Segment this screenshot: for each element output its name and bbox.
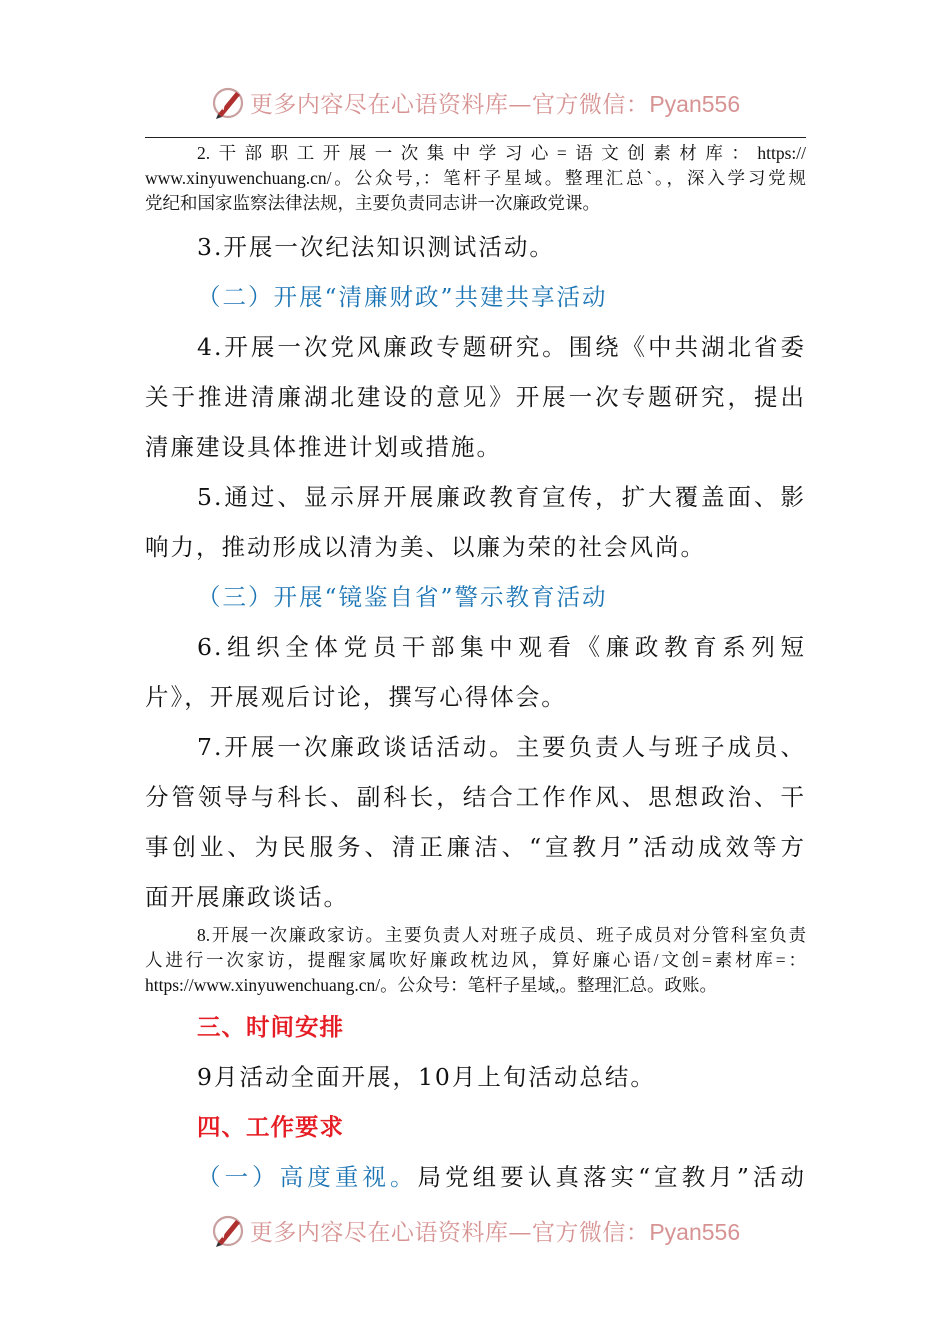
section-3-body: 9月活动全面开展，10月上旬活动总结。 (197, 1063, 656, 1091)
section-4-sub-text: 局党组要认真落实“宣教月”活动 (417, 1163, 807, 1191)
paragraph-5 (145, 472, 806, 572)
paragraph-8-line-1: 8.开展一次廉政家访。主要负责人对班子成员、班子成员对分管科室负责 (197, 925, 806, 945)
paragraph-8-line-2: 人进行一次家访，提醒家属吹好廉政枕边风，算好廉心语/文创=素材库=： (145, 950, 806, 970)
paragraph-2 (145, 141, 806, 216)
header-rule (145, 137, 806, 138)
paragraph-7-line-3: 事创业、为民服务、清正廉洁、“宣教月”活动成效等方 (145, 833, 806, 861)
section-4-title: 四、工作要求 (197, 1113, 344, 1141)
paragraph-4-line-3: 清廉建设具体推进计划或措施。 (145, 433, 502, 461)
heading-2: （二）开展“清廉财政”共建共享活动 (197, 283, 608, 311)
paragraph-4-line-1: 4.开展一次党风廉政专题研究。围绕《中共湖北省委 (197, 333, 806, 361)
paragraph-5-line-1: 5.通过、显示屏开展廉政教育宣传，扩大覆盖面、影 (197, 483, 806, 511)
document-body (145, 141, 806, 1202)
paragraph-7 (145, 722, 806, 922)
section-3-title: 三、时间安排 (197, 1013, 344, 1041)
paragraph-7-line-2: 分管领导与科长、副科长，结合工作作风、思想政治、干 (145, 783, 806, 811)
paragraph-6-line-1: 6.组织全体党员干部集中观看《廉政教育系列短 (197, 633, 806, 661)
paragraph-4 (145, 322, 806, 472)
footer-banner-text: 更多内容尽在心语资料库—官方微信：Pyan556 (249, 1218, 741, 1246)
paragraph-8 (145, 923, 806, 998)
banner-text: 更多内容尽在心语资料库—官方微信：Pyan556 (249, 90, 741, 118)
paragraph-2-line-1: 2.干部职工开展一次集中学习心=语文创素材库：https:// (197, 143, 806, 163)
paragraph-6 (145, 622, 806, 722)
footer-banner (0, 1210, 950, 1250)
banner-wechat-id: Pyan556 (649, 90, 741, 117)
paragraph-2-line-2: www.xinyuwenchuang.cn/。公众号,：笔杆子星域。整理汇总`。，深入学习党规 (145, 168, 806, 188)
paragraph-3: 3.开展一次纪法知识测试活动。 (197, 233, 555, 261)
pen-logo-icon (210, 1212, 246, 1248)
section-4-sub-label: （一）高度重视。 (197, 1163, 418, 1191)
heading-3: （三）开展“镜鉴自省”警示教育活动 (197, 583, 608, 611)
paragraph-4-line-2: 关于推进清廉湖北建设的意见》开展一次专题研究，提出 (145, 383, 806, 411)
paragraph-7-line-4: 面开展廉政谈话。 (145, 883, 349, 911)
paragraph-6-line-2: 片》，开展观后讨论，撰写心得体会。 (145, 683, 567, 711)
footer-wechat-id: Pyan556 (649, 1218, 741, 1245)
paragraph-2-line-3: 党纪和国家监察法律法规，主要负责同志讲一次廉政党课。 (145, 193, 600, 213)
header-banner (0, 82, 950, 122)
paragraph-8-line-3: https://www.xinyuwenchuang.cn/。公众号：笔杆子星域,。整理汇总。政账。 (145, 975, 717, 995)
pen-logo-icon (210, 84, 246, 120)
paragraph-5-line-2: 响力，推动形成以清为美、以廉为荣的社会风尚。 (145, 533, 706, 561)
section-4-subsection-1 (145, 1152, 806, 1202)
paragraph-7-line-1: 7.开展一次廉政谈话活动。主要负责人与班子成员、 (197, 733, 806, 761)
